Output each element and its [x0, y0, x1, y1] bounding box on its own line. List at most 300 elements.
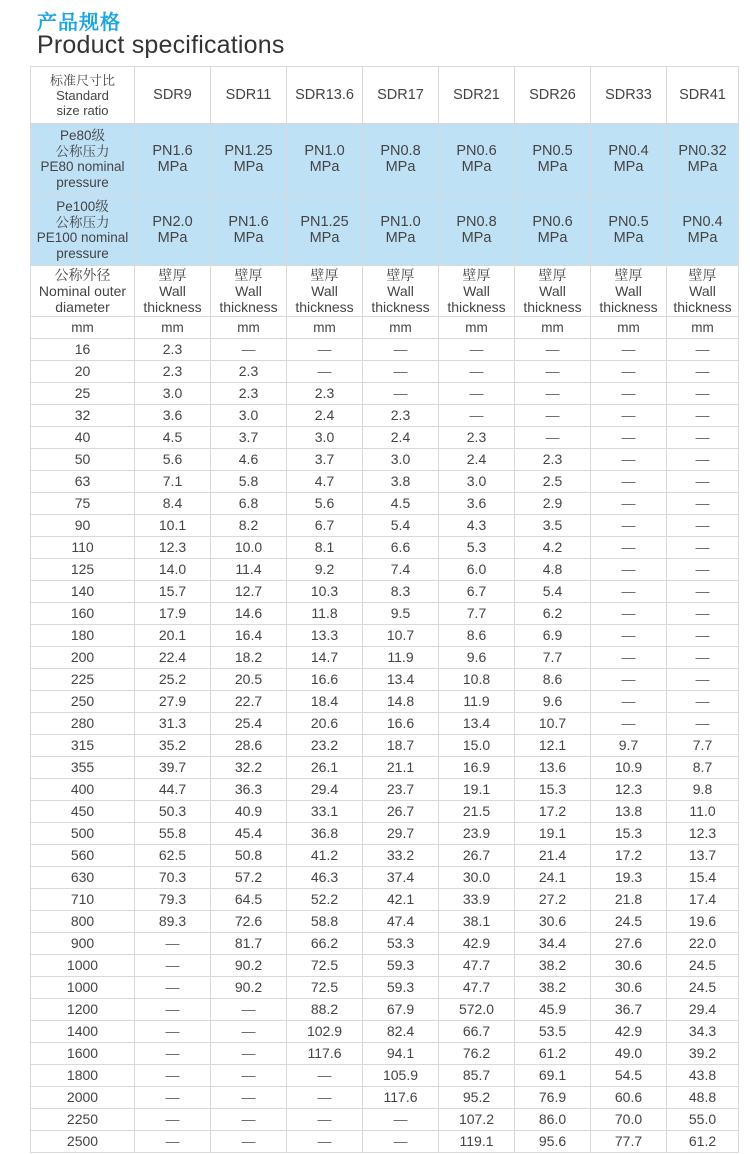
pressure-value: PN1.0	[380, 214, 421, 230]
diameter-cell: 2500	[31, 1131, 135, 1153]
wall-thickness-cell: —	[667, 493, 739, 515]
wall-thickness-cell: —	[135, 1131, 211, 1153]
wall-thickness-cell: 8.3	[363, 581, 439, 603]
table-row	[31, 999, 739, 1021]
wall-label-line: Wall	[539, 283, 566, 299]
wall-thickness-cell: 8.4	[135, 493, 211, 515]
diameter-cell: 1600	[31, 1043, 135, 1065]
wall-thickness-cell: 11.9	[363, 647, 439, 669]
wall-label-line: Wall	[615, 283, 642, 299]
wall-thickness-cell: 27.2	[515, 889, 591, 911]
pressure-value: MPa	[385, 230, 416, 246]
wall-thickness-cell: 70.0	[591, 1109, 667, 1131]
pressure-value: MPa	[687, 230, 718, 246]
wall-thickness-cell: —	[135, 933, 211, 955]
sdr-header-cell: SDR26	[515, 67, 591, 124]
wall-thickness-cell: 8.2	[211, 515, 287, 537]
pressure-value: PN0.5	[608, 214, 649, 230]
wall-thickness-cell: 4.7	[287, 471, 363, 493]
sdr-label-line: Standard	[56, 87, 109, 103]
wall-thickness-cell: —	[363, 1131, 439, 1153]
wall-thickness-cell: 49.0	[591, 1043, 667, 1065]
diameter-cell: 400	[31, 779, 135, 801]
wall-thickness-cell: 21.4	[515, 845, 591, 867]
wall-thickness-cell: —	[591, 713, 667, 735]
wall-thickness-cell: 6.6	[363, 537, 439, 559]
wall-thickness-cell: 16.6	[287, 669, 363, 691]
wall-thickness-cell: 2.3	[515, 449, 591, 471]
wall-thickness-cell: 95.6	[515, 1131, 591, 1153]
wall-thickness-cell: 9.8	[667, 779, 739, 801]
wall-thickness-cell: 26.7	[439, 845, 515, 867]
diameter-cell: 315	[31, 735, 135, 757]
diameter-label-cell	[31, 266, 135, 317]
wall-thickness-cell: 22.0	[667, 933, 739, 955]
wall-thickness-cell: 15.4	[667, 867, 739, 889]
pressure-value: MPa	[157, 230, 188, 246]
wall-thickness-cell: 16.4	[211, 625, 287, 647]
wall-thickness-cell: —	[591, 669, 667, 691]
table-row	[31, 889, 739, 911]
pressure-value: MPa	[537, 159, 568, 175]
pressure-value: PN2.0	[152, 214, 193, 230]
wall-thickness-cell: 25.2	[135, 669, 211, 691]
wall-thickness-cell: 9.6	[439, 647, 515, 669]
diameter-label-line: Nominal outer	[38, 283, 127, 299]
wall-thickness-cell: 4.8	[515, 559, 591, 581]
wall-thickness-cell: 94.1	[363, 1043, 439, 1065]
pressure-value: MPa	[309, 230, 340, 246]
sdr-label-cell	[31, 67, 135, 124]
diameter-cell: 280	[31, 713, 135, 735]
wall-thickness-cell: 20.5	[211, 669, 287, 691]
wall-thickness-cell: —	[591, 625, 667, 647]
wall-thickness-cell: 2.9	[515, 493, 591, 515]
unit-cell: mm	[667, 317, 739, 339]
pe100-pressure-row	[31, 195, 739, 266]
wall-thickness-cell: 23.7	[363, 779, 439, 801]
wall-thickness-cell: 6.2	[515, 603, 591, 625]
wall-thickness-cell: 15.3	[591, 823, 667, 845]
wall-thickness-cell: 4.2	[515, 537, 591, 559]
pe80-label-line: Pe80级	[59, 128, 106, 143]
wall-thickness-cell: 3.0	[135, 383, 211, 405]
wall-thickness-cell: —	[439, 383, 515, 405]
wall-thickness-cell: 4.6	[211, 449, 287, 471]
wall-thickness-cell: 34.4	[515, 933, 591, 955]
wall-thickness-cell: 25.4	[211, 713, 287, 735]
wall-thickness-cell: 3.6	[439, 493, 515, 515]
wall-thickness-cell: 5.3	[439, 537, 515, 559]
wall-thickness-cell: —	[287, 1065, 363, 1087]
wall-thickness-cell: 90.2	[211, 977, 287, 999]
diameter-cell: 450	[31, 801, 135, 823]
sdr-header-cell: SDR33	[591, 67, 667, 124]
pe80-label-cell	[31, 124, 135, 195]
wall-thickness-cell: —	[591, 647, 667, 669]
wall-label-line: Wall	[689, 283, 716, 299]
wall-thickness-cell: 95.2	[439, 1087, 515, 1109]
pe100-pressure-cell	[515, 195, 591, 266]
wall-thickness-cell: 4.5	[135, 427, 211, 449]
wall-thickness-cell: —	[667, 515, 739, 537]
pe80-pressure-row	[31, 124, 739, 195]
wall-thickness-cell: 2.4	[439, 449, 515, 471]
wall-thickness-cell: 12.3	[591, 779, 667, 801]
wall-thickness-cell: —	[135, 1065, 211, 1087]
diameter-cell: 40	[31, 427, 135, 449]
pressure-value: MPa	[233, 159, 264, 175]
sdr-header-cell: SDR41	[667, 67, 739, 124]
wall-thickness-cell: 54.5	[591, 1065, 667, 1087]
wall-label-line: 壁厚	[386, 267, 415, 283]
wall-thickness-cell: 14.8	[363, 691, 439, 713]
wall-label-line: Wall	[235, 283, 262, 299]
wall-thickness-cell: 6.8	[211, 493, 287, 515]
diameter-cell: 50	[31, 449, 135, 471]
pe80-pressure-cell	[211, 124, 287, 195]
table-row	[31, 933, 739, 955]
unit-cell: mm	[439, 317, 515, 339]
wall-thickness-cell: 72.6	[211, 911, 287, 933]
wall-thickness-cell: 60.6	[591, 1087, 667, 1109]
wall-thickness-cell: —	[515, 361, 591, 383]
wall-thickness-cell: 47.7	[439, 955, 515, 977]
pe100-pressure-cell	[591, 195, 667, 266]
wall-thickness-cell: —	[591, 449, 667, 471]
wall-thickness-cell: 50.8	[211, 845, 287, 867]
wall-thickness-cell: 10.9	[591, 757, 667, 779]
wall-thickness-cell: 10.0	[211, 537, 287, 559]
diameter-cell: 125	[31, 559, 135, 581]
diameter-cell: 90	[31, 515, 135, 537]
wall-thickness-cell: 57.2	[211, 867, 287, 889]
wall-thickness-cell: 29.7	[363, 823, 439, 845]
pe100-pressure-cell	[211, 195, 287, 266]
wall-thickness-cell: 12.7	[211, 581, 287, 603]
wall-label-line: Wall	[159, 283, 186, 299]
diameter-cell: 710	[31, 889, 135, 911]
wall-label-line: 壁厚	[234, 267, 263, 283]
wall-thickness-cell: —	[667, 691, 739, 713]
wall-label-line: thickness	[219, 299, 278, 315]
wall-thickness-cell: —	[363, 339, 439, 361]
wall-thickness-cell: 22.4	[135, 647, 211, 669]
table-row	[31, 779, 739, 801]
wall-thickness-cell: —	[439, 361, 515, 383]
wall-label-line: 壁厚	[614, 267, 643, 283]
wall-thickness-cell: 23.2	[287, 735, 363, 757]
diameter-cell: 200	[31, 647, 135, 669]
pressure-value: MPa	[613, 159, 644, 175]
pressure-value: MPa	[385, 159, 416, 175]
wall-label-line: Wall	[463, 283, 490, 299]
sdr-header-cell: SDR21	[439, 67, 515, 124]
wall-thickness-cell: —	[515, 405, 591, 427]
wall-thickness-cell: 48.8	[667, 1087, 739, 1109]
wall-thickness-cell: —	[667, 449, 739, 471]
wall-thickness-cell: 3.7	[211, 427, 287, 449]
diameter-cell: 25	[31, 383, 135, 405]
pressure-value: PN0.4	[608, 143, 649, 159]
table-row	[31, 339, 739, 361]
wall-thickness-cell: 42.9	[439, 933, 515, 955]
diameter-cell: 500	[31, 823, 135, 845]
wall-thickness-cell: —	[439, 405, 515, 427]
wall-thickness-cell: —	[667, 581, 739, 603]
wall-thickness-cell: 105.9	[363, 1065, 439, 1087]
wall-thickness-cell: 85.7	[439, 1065, 515, 1087]
table-row	[31, 383, 739, 405]
pressure-value: MPa	[157, 159, 188, 175]
diameter-cell: 2000	[31, 1087, 135, 1109]
table-row	[31, 1021, 739, 1043]
wall-thickness-cell: —	[667, 361, 739, 383]
wall-thickness-cell: 79.3	[135, 889, 211, 911]
wall-thickness-cell: 572.0	[439, 999, 515, 1021]
wall-thickness-cell: 30.0	[439, 867, 515, 889]
wall-thickness-cell: —	[667, 339, 739, 361]
wall-thickness-cell: —	[211, 1131, 287, 1153]
wall-thickness-cell: 3.0	[363, 449, 439, 471]
wall-label-line: thickness	[143, 299, 202, 315]
wall-thickness-cell: —	[211, 1109, 287, 1131]
wall-thickness-cell: —	[667, 647, 739, 669]
wall-thickness-cell: 55.8	[135, 823, 211, 845]
wall-label-line: thickness	[673, 299, 732, 315]
wall-thickness-cell: 7.7	[515, 647, 591, 669]
wall-thickness-cell: 88.2	[287, 999, 363, 1021]
wall-thickness-cell: 28.6	[211, 735, 287, 757]
wall-label-line: 壁厚	[310, 267, 339, 283]
wall-thickness-cell: 33.2	[363, 845, 439, 867]
wall-thickness-cell: 16.9	[439, 757, 515, 779]
wall-thickness-cell: 29.4	[667, 999, 739, 1021]
wall-label-line: 壁厚	[538, 267, 567, 283]
wall-thickness-cell: 15.3	[515, 779, 591, 801]
pressure-value: PN0.32	[678, 143, 727, 159]
wall-thickness-cell: 2.3	[287, 383, 363, 405]
wall-thickness-cell: 26.1	[287, 757, 363, 779]
diameter-cell: 110	[31, 537, 135, 559]
wall-thickness-cell: —	[667, 559, 739, 581]
table-row	[31, 647, 739, 669]
wall-thickness-label-cell	[667, 266, 739, 317]
wall-thickness-cell: 9.5	[363, 603, 439, 625]
wall-thickness-cell: 21.5	[439, 801, 515, 823]
table-row	[31, 603, 739, 625]
sdr-header-cell: SDR17	[363, 67, 439, 124]
wall-thickness-cell: 26.7	[363, 801, 439, 823]
wall-thickness-cell: 45.9	[515, 999, 591, 1021]
wall-thickness-cell: 117.6	[287, 1043, 363, 1065]
wall-label-line: 壁厚	[462, 267, 491, 283]
wall-label-line: thickness	[295, 299, 354, 315]
wall-thickness-cell: 70.3	[135, 867, 211, 889]
diameter-cell: 560	[31, 845, 135, 867]
sdr-header-cell: SDR11	[211, 67, 287, 124]
pressure-value: PN0.5	[532, 143, 573, 159]
pressure-value: PN1.25	[224, 143, 273, 159]
diameter-cell: 20	[31, 361, 135, 383]
pressure-value: MPa	[233, 230, 264, 246]
pe100-label-line: PE100 nominal	[36, 230, 129, 245]
sdr-label-line: 标准尺寸比	[49, 72, 115, 88]
wall-thickness-cell: 13.8	[591, 801, 667, 823]
wall-thickness-cell: 47.4	[363, 911, 439, 933]
pe100-pressure-cell	[135, 195, 211, 266]
wall-thickness-cell: 14.6	[211, 603, 287, 625]
table-row	[31, 471, 739, 493]
table-row	[31, 537, 739, 559]
diameter-cell: 75	[31, 493, 135, 515]
unit-cell: mm	[515, 317, 591, 339]
diameter-cell: 1200	[31, 999, 135, 1021]
pressure-value: PN0.4	[682, 214, 723, 230]
wall-thickness-cell: 90.2	[211, 955, 287, 977]
table-row	[31, 911, 739, 933]
wall-thickness-cell: 39.2	[667, 1043, 739, 1065]
wall-thickness-label-cell	[211, 266, 287, 317]
wall-thickness-cell: 33.1	[287, 801, 363, 823]
wall-thickness-cell: 2.3	[211, 383, 287, 405]
sdr-header-cell: SDR9	[135, 67, 211, 124]
wall-thickness-cell: 19.1	[439, 779, 515, 801]
diameter-cell: 250	[31, 691, 135, 713]
wall-thickness-cell: 7.7	[667, 735, 739, 757]
pe100-label-line: Pe100级	[56, 199, 109, 214]
wall-thickness-cell: 6.7	[287, 515, 363, 537]
table-row	[31, 713, 739, 735]
wall-thickness-cell: 19.1	[515, 823, 591, 845]
diameter-cell: 16	[31, 339, 135, 361]
wall-thickness-cell: 17.2	[515, 801, 591, 823]
wall-thickness-cell: —	[591, 361, 667, 383]
wall-thickness-cell: 15.0	[439, 735, 515, 757]
spec-table-body	[31, 67, 739, 1153]
wall-thickness-cell: 13.6	[515, 757, 591, 779]
table-row	[31, 493, 739, 515]
wall-thickness-cell: 24.5	[591, 911, 667, 933]
wall-thickness-cell: —	[667, 427, 739, 449]
table-row	[31, 845, 739, 867]
wall-thickness-cell: —	[439, 339, 515, 361]
wall-thickness-cell: 13.7	[667, 845, 739, 867]
wall-thickness-cell: 9.2	[287, 559, 363, 581]
unit-cell: mm	[31, 317, 135, 339]
pressure-value: PN1.25	[300, 214, 349, 230]
wall-thickness-cell: 6.0	[439, 559, 515, 581]
diameter-cell: 32	[31, 405, 135, 427]
wall-thickness-cell: 61.2	[667, 1131, 739, 1153]
wall-thickness-cell: 42.1	[363, 889, 439, 911]
diameter-label-line: 公称外径	[54, 267, 111, 283]
wall-thickness-cell: —	[591, 405, 667, 427]
wall-thickness-cell: 38.1	[439, 911, 515, 933]
unit-row	[31, 317, 739, 339]
wall-thickness-cell: —	[515, 339, 591, 361]
wall-thickness-cell: 2.4	[363, 427, 439, 449]
wall-label-line: Wall	[311, 283, 338, 299]
wall-thickness-cell: 13.4	[363, 669, 439, 691]
wall-thickness-cell: —	[667, 625, 739, 647]
wall-label-line: thickness	[371, 299, 430, 315]
pe80-pressure-cell	[667, 124, 739, 195]
wall-thickness-cell: 46.3	[287, 867, 363, 889]
wall-thickness-cell: 23.9	[439, 823, 515, 845]
wall-thickness-cell: 17.9	[135, 603, 211, 625]
wall-thickness-cell: 66.2	[287, 933, 363, 955]
wall-thickness-cell: 38.2	[515, 955, 591, 977]
wall-thickness-cell: 27.9	[135, 691, 211, 713]
wall-thickness-cell: 53.5	[515, 1021, 591, 1043]
table-row	[31, 405, 739, 427]
unit-cell: mm	[287, 317, 363, 339]
pe100-pressure-cell	[363, 195, 439, 266]
wall-thickness-cell: 9.6	[515, 691, 591, 713]
pe80-label-line: 公称压力	[55, 143, 110, 159]
table-row	[31, 1065, 739, 1087]
wall-thickness-cell: 3.8	[363, 471, 439, 493]
wall-label-line: thickness	[599, 299, 658, 315]
wall-thickness-cell: 12.3	[135, 537, 211, 559]
wall-thickness-cell: —	[515, 383, 591, 405]
wall-thickness-cell: —	[211, 1043, 287, 1065]
wall-thickness-cell: 36.3	[211, 779, 287, 801]
wall-thickness-cell: 24.1	[515, 867, 591, 889]
diameter-cell: 180	[31, 625, 135, 647]
pressure-value: MPa	[461, 230, 492, 246]
wall-thickness-cell: 5.8	[211, 471, 287, 493]
wall-thickness-cell: 2.3	[439, 427, 515, 449]
wall-thickness-cell: —	[591, 603, 667, 625]
wall-thickness-cell: 11.9	[439, 691, 515, 713]
wall-thickness-cell: 86.0	[515, 1109, 591, 1131]
wall-thickness-cell: —	[363, 383, 439, 405]
wall-thickness-cell: 14.7	[287, 647, 363, 669]
wall-thickness-cell: —	[667, 537, 739, 559]
wall-thickness-cell: 5.6	[135, 449, 211, 471]
wall-thickness-cell: 11.0	[667, 801, 739, 823]
wall-thickness-cell: —	[667, 713, 739, 735]
wall-thickness-cell: —	[591, 493, 667, 515]
table-row	[31, 757, 739, 779]
pressure-value: PN0.8	[380, 143, 421, 159]
wall-thickness-cell: 2.3	[363, 405, 439, 427]
wall-thickness-cell: 67.9	[363, 999, 439, 1021]
wall-thickness-cell: —	[287, 339, 363, 361]
wall-thickness-cell: —	[135, 1087, 211, 1109]
table-row	[31, 427, 739, 449]
wall-thickness-cell: 36.8	[287, 823, 363, 845]
table-row	[31, 559, 739, 581]
wall-thickness-cell: —	[667, 405, 739, 427]
wall-thickness-cell: 52.2	[287, 889, 363, 911]
unit-cell: mm	[211, 317, 287, 339]
wall-thickness-cell: 10.1	[135, 515, 211, 537]
wall-thickness-cell: 62.5	[135, 845, 211, 867]
table-row	[31, 515, 739, 537]
wall-thickness-cell: —	[135, 1109, 211, 1131]
wall-thickness-cell: 8.6	[439, 625, 515, 647]
wall-thickness-cell: 4.3	[439, 515, 515, 537]
wall-thickness-cell: 22.7	[211, 691, 287, 713]
wall-thickness-cell: 12.1	[515, 735, 591, 757]
wall-thickness-label-cell	[591, 266, 667, 317]
table-row	[31, 691, 739, 713]
wall-thickness-cell: 2.3	[135, 339, 211, 361]
wall-thickness-cell: 37.4	[363, 867, 439, 889]
